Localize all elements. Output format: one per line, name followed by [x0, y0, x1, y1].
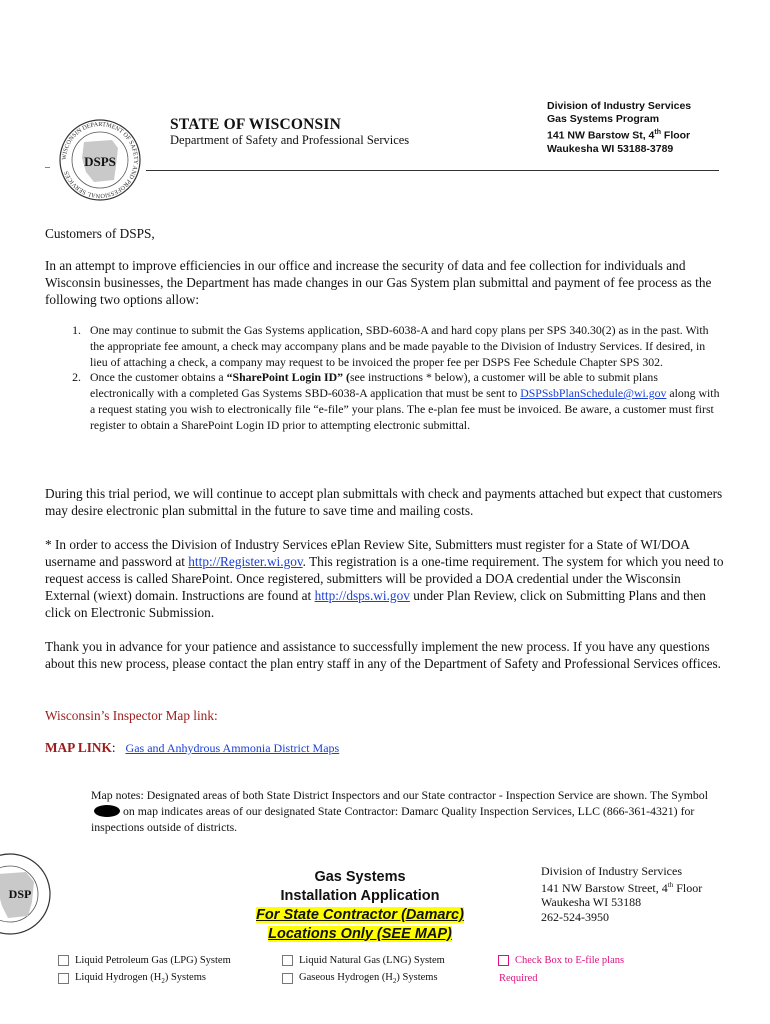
- application-title: Gas Systems Installation Application For State Contractor (Damarc) Locations Only (SEE MAP): [256, 869, 464, 942]
- dsps-website-link[interactable]: http://dsps.wi.gov: [314, 588, 410, 603]
- efile-required-label: Required: [499, 973, 538, 984]
- lpg-option: Liquid Petroleum Gas (LPG) System: [58, 955, 231, 966]
- list-item: 1. One may continue to submit the Gas Systems application, SBD-6038-A and hard copy plans per SPS 340.30(2) as in the past. With the appropriate fee amount, a check may accompany plans and be made payable to the Division of Industry Services. If desired, in lieu of attaching a check, a company may request to be invoiced the proper fee per DSPS Fee Schedule Chapter SPS 302.: [72, 323, 709, 369]
- intro-paragraph: In an attempt to improve efficiencies in our office and increase the security of data and fee collection for individuals and Wisconsin businesses, the Department has made changes in our Gas System plan submittal and payment of fee process as the following two options allow:: [45, 258, 712, 307]
- access-instructions-paragraph: * In order to access the Division of Industry Services ePlan Review Site, Submitters must register for a State of WI/DOA username and password at http://Register.wi.gov. This registration is a one-time requirement. The system for which you need to request access is called SharePoint. Once registered, submitters will be provided a DOA credential under the Wisconsin External (wiext) domain. Instructions are found at http://dsps.wi.gov under Plan Review, click on Submitting Plans and then click on Electronic Submission.: [45, 537, 724, 620]
- header-dash: –: [45, 162, 50, 173]
- inspector-map-heading: Wisconsin’s Inspector Map link:: [45, 708, 218, 723]
- svg-text:WISCONSIN DEPARTMENT OF SAFETY: WISCONSIN DEPARTMENT OF SAFETY AND PROFESSIONAL SERVICES: [60, 120, 140, 200]
- gaseous-hydrogen-checkbox[interactable]: [282, 973, 293, 984]
- state-title: STATE OF WISCONSIN: [170, 116, 341, 133]
- seal-letters: DSPS: [84, 154, 116, 169]
- dsps-seal-logo: [58, 118, 142, 202]
- map-link-label: MAP LINK: [45, 740, 112, 755]
- liquid-hydrogen-option: Liquid Hydrogen $(H_2)$ Systems: [58, 972, 206, 985]
- division-name: Division of Industry Services: [547, 100, 692, 112]
- map-link-row: MAP LINK: Gas and Anhydrous Ammonia District Maps: [45, 740, 340, 755]
- efile-checkbox[interactable]: [498, 955, 509, 966]
- form-address-block: Division of Industry Services 141 NW Barstow Street, 4th Floor Waukesha WI 53188 262-524-3950: [541, 864, 703, 924]
- svg-text:DSP: DSP: [8, 887, 32, 901]
- trial-period-paragraph: During this trial period, we will continue to accept plan submittals with check and payments attached but expect that customers may desire electronic plan submittal in the future to save time and mailing costs.: [45, 486, 723, 518]
- lng-option: Liquid Natural Gas (LNG) System: [282, 955, 445, 966]
- header-divider: [146, 170, 719, 171]
- contractor-area-symbol: [94, 805, 120, 817]
- lng-checkbox[interactable]: [282, 955, 293, 966]
- locations-notice: Locations Only (SEE MAP): [268, 925, 452, 942]
- plan-schedule-email-link[interactable]: DSPSsbPlanSchedule@wi.gov: [520, 386, 667, 401]
- city-zip: Waukesha WI 53188-3789: [547, 142, 674, 155]
- contractor-notice: For State Contractor (Damarc): [256, 907, 464, 923]
- gaseous-hydrogen-option: Gaseous Hydrogen $(H_2)$ Systems: [282, 972, 438, 985]
- lpg-checkbox[interactable]: [58, 955, 69, 966]
- register-link[interactable]: http://Register.wi.gov: [188, 554, 303, 569]
- efile-option: Check Box to E-file plans: [498, 955, 624, 966]
- district-maps-link[interactable]: Gas and Anhydrous Ammonia District Maps: [125, 741, 340, 755]
- options-list: [45, 323, 725, 434]
- department-name: Department of Safety and Professional Services: [170, 133, 410, 147]
- greeting: Customers of DSPS,: [45, 226, 155, 241]
- map-notes: Map notes: Designated areas of both State District Inspectors and our State contractor - Inspection Service are shown. The Symbol on map indicates areas of our designated State Contractor: Damarc Quality Inspection Services, LLC (866-361-4321) for inspections outside of districts.: [91, 788, 708, 834]
- program-name: Gas Systems Program: [547, 113, 660, 125]
- street-address: 141 NW Barstow St, 4th Floor: [547, 129, 691, 142]
- dsps-seal-logo-small: [0, 852, 52, 936]
- list-item: 2. Once the customer obtains a “SharePoint Login ID” (see instructions * below), a customer will be able to submit plans electronically with a completed Gas Systems SBD-6038-A application that must be sent to DSPSsbPlanSchedule@wi.gov along with a request stating you wish to electronically file “e-file” your plans. The e-plan fee must be invoiced. Be aware, a customer must first register to obtain a SharePoint Login ID prior to attempting electronic submittal.: [72, 370, 720, 432]
- thank-you-paragraph: Thank you in advance for your patience and assistance to successfully implement the new process. If you have any questions about this new process, please contact the plan entry staff in any of the Department of Safety and Professional Services offices.: [45, 639, 721, 671]
- liquid-hydrogen-checkbox[interactable]: [58, 973, 69, 984]
- header-address-block: [547, 100, 691, 156]
